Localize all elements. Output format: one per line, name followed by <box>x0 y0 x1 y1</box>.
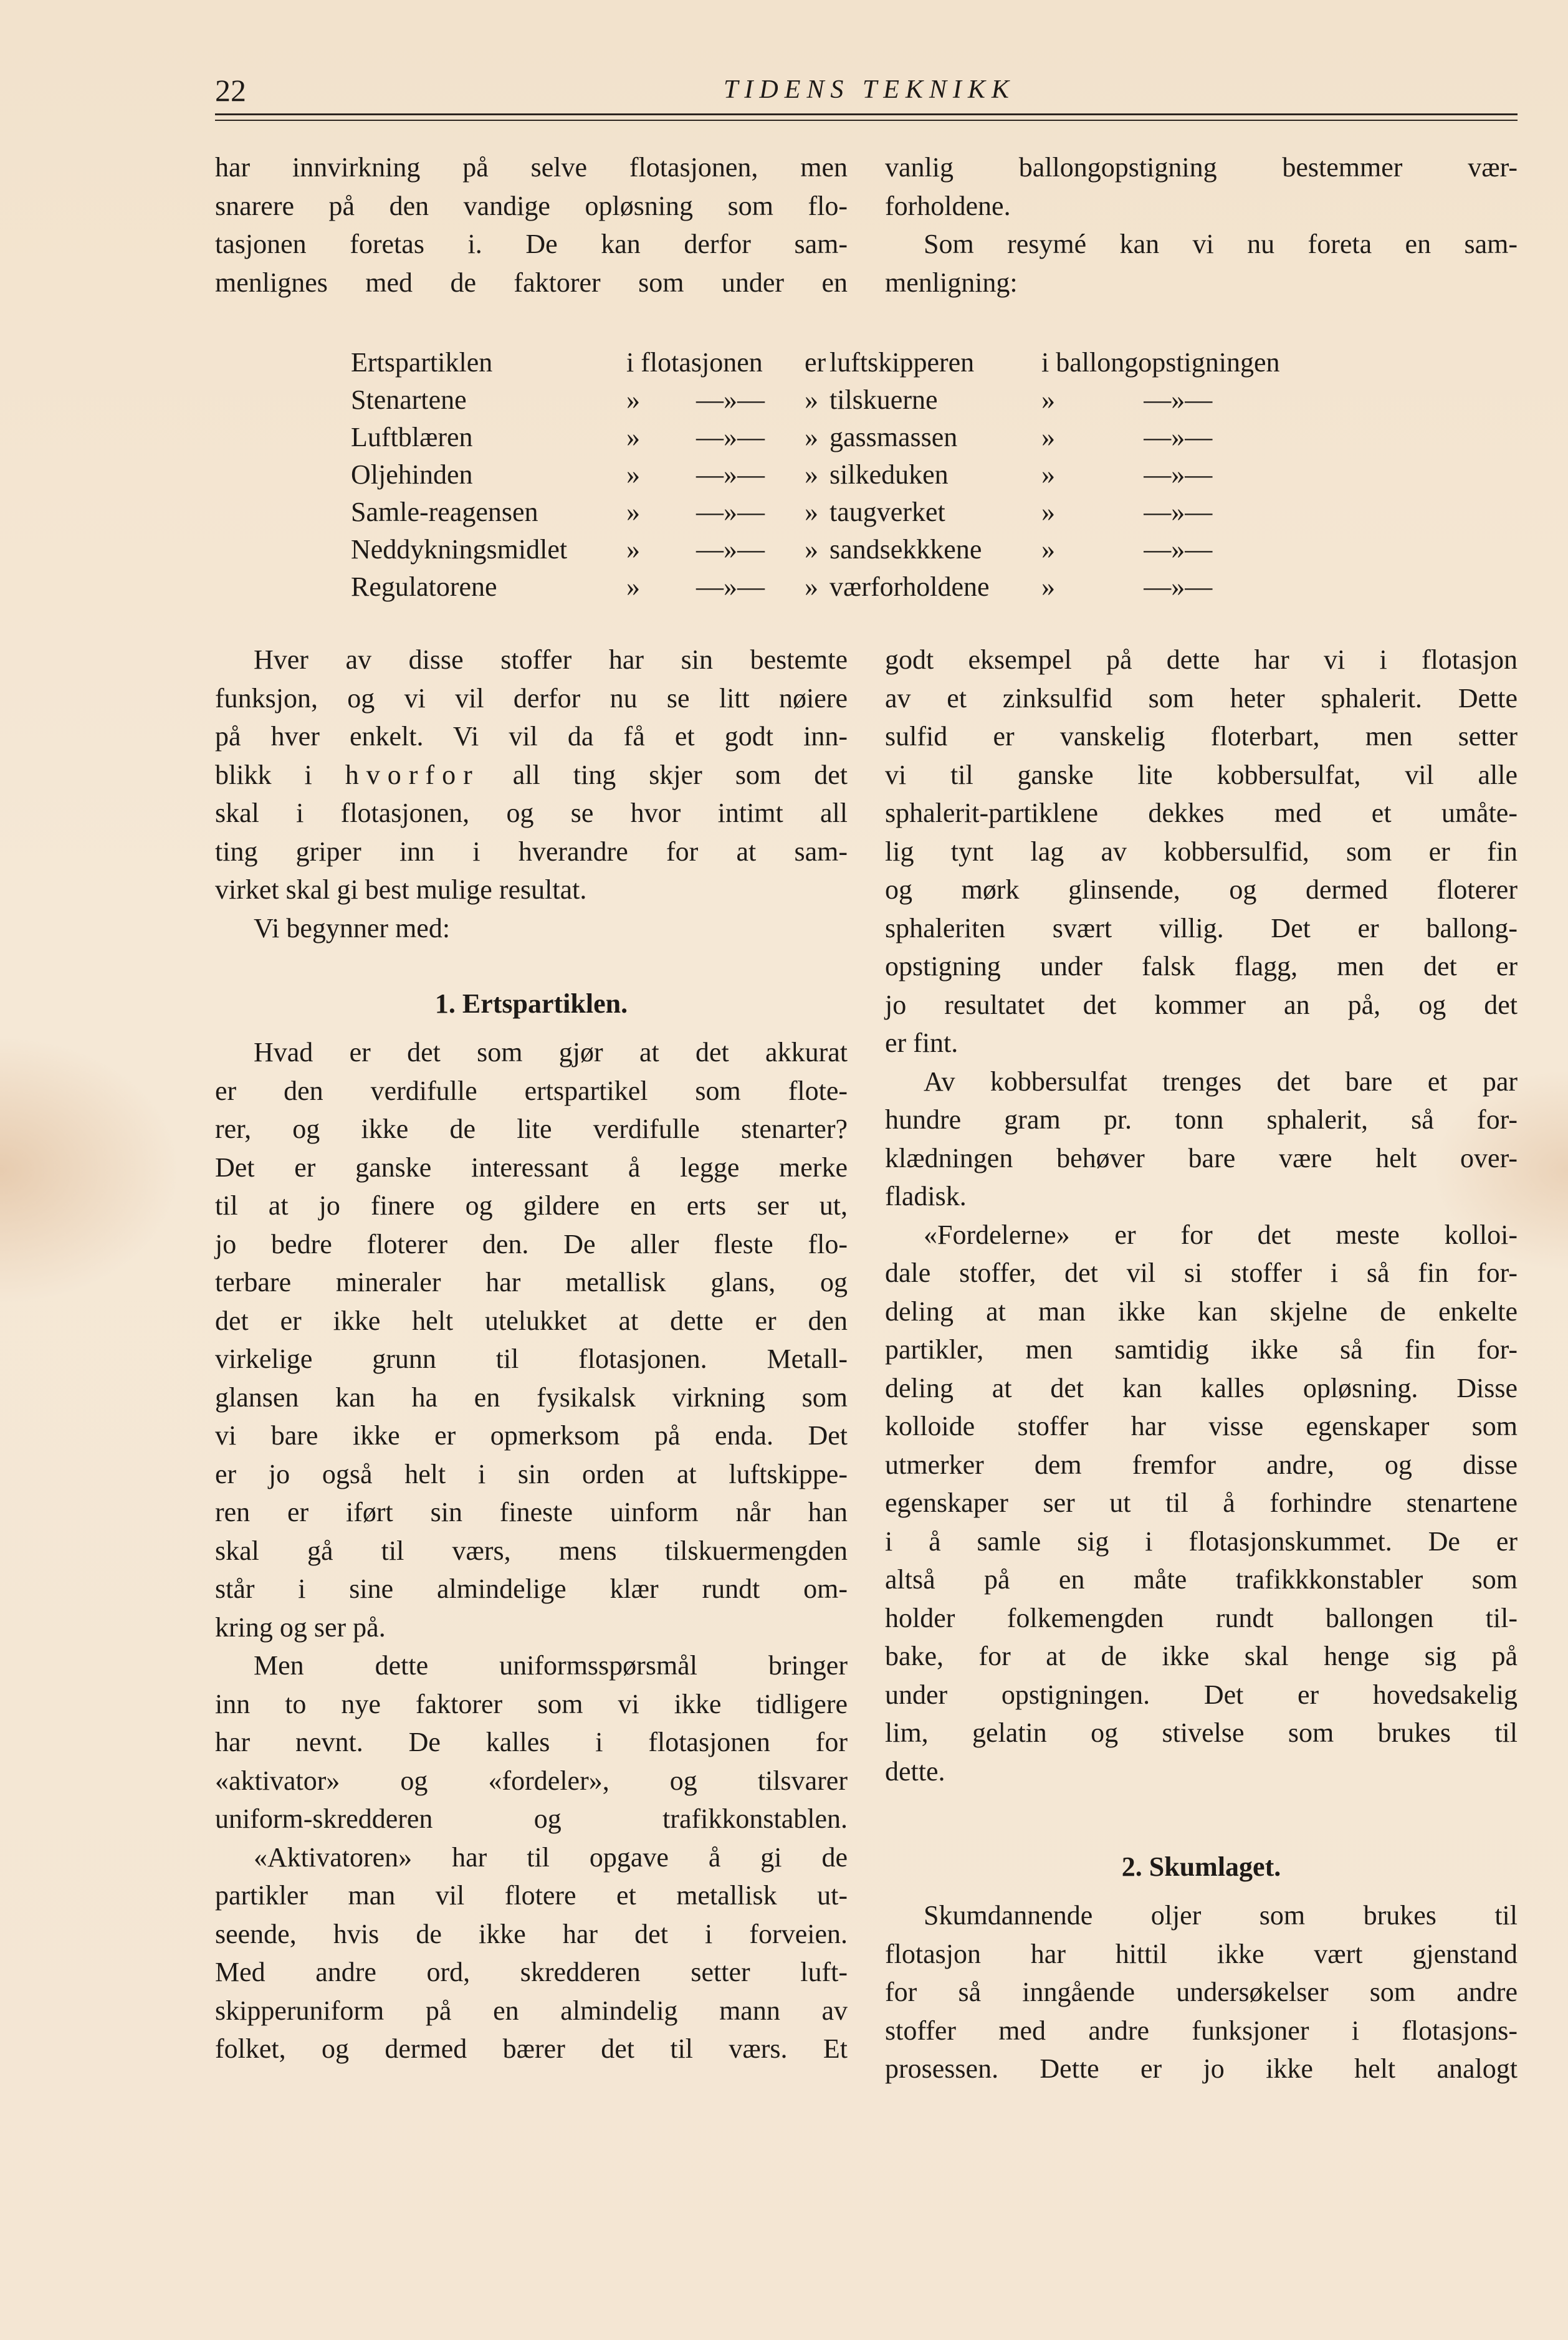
comparison-row <box>351 568 1280 606</box>
subject-cell: Ertspartiklen <box>351 347 493 378</box>
ditto-dash: —»— <box>696 534 765 565</box>
text-line: ting griper inn i hverandre for at sam- <box>215 836 848 867</box>
text-line: uniform-skredderen og trafikkonstablen. <box>215 1803 848 1834</box>
ditto-mark: » <box>626 459 640 490</box>
spacer <box>885 1886 1518 1896</box>
ditto-dash: —»— <box>696 497 765 527</box>
ditto-mark: » <box>626 384 640 415</box>
text-line: Skumdannende oljer som brukes til <box>924 1900 1518 1931</box>
text-line: ren er iført sin fineste uinform når han <box>215 1497 848 1527</box>
ditto-mark: » <box>1041 459 1055 490</box>
ditto-dash: —»— <box>1144 571 1213 602</box>
ditto-mark: » <box>805 422 818 452</box>
journal-title: TIDENS TEKNIKK <box>724 75 1015 104</box>
subject-cell: Oljehinden <box>351 459 473 490</box>
ditto-dash: —»— <box>1144 384 1213 415</box>
text-line: utmerker dem fremfor andre, og disse <box>885 1449 1518 1480</box>
text-line: Med andre ord, skredderen setter luft- <box>215 1957 848 1987</box>
text-line: terbare mineraler har metallisk glans, og <box>215 1267 848 1297</box>
text-line: partikler, men samtidig ikke så fin for- <box>885 1334 1518 1365</box>
text-line: Men dette uniformsspørsmål bringer <box>254 1650 848 1681</box>
text-line: flotasjon har hittil ikke vært gjenstand <box>885 1938 1518 1969</box>
section-heading-1: 1. Ertspartiklen. <box>434 988 628 1019</box>
text-line: Av kobbersulfat trenges det bare et par <box>924 1066 1518 1097</box>
ditto-dash: —»— <box>1144 459 1213 490</box>
text-line: snarere på den vandige opløsning som flo- <box>215 190 848 221</box>
text-line: deling at man ikke kan skjelne de enkelte <box>885 1296 1518 1327</box>
comparison-row <box>351 419 1280 456</box>
text-line: sphalerit-partiklene dekkes med et umåte- <box>885 798 1518 828</box>
text-line: og mørk glinsende, og dermed floterer <box>885 874 1518 905</box>
text-line: kolloide stoffer har visse egenskaper som <box>885 1411 1518 1441</box>
object-cell: taugverket <box>829 497 945 527</box>
text-line: står i sine almindelige klær rundt om- <box>215 1574 848 1604</box>
text-line: Hvad er det som gjør at det akkurat <box>254 1037 848 1067</box>
text-line: «Fordelerne» er for det meste kolloi- <box>924 1219 1518 1250</box>
verb-cell: er <box>805 347 826 378</box>
text-line: dale stoffer, det vil si stoffer i så fin for- <box>885 1258 1518 1288</box>
ditto-mark: » <box>1041 422 1055 452</box>
text-line: holder folkemengden rundt ballongen til- <box>885 1602 1518 1633</box>
text-line: sphaleriten svært villig. Det er ballong- <box>885 912 1518 943</box>
page-header <box>215 69 1518 112</box>
text-line: på hver enkelt. Vi vil da få et godt inn- <box>215 721 848 752</box>
ditto-dash: —»— <box>696 571 765 602</box>
text-line: har nevnt. De kalles i flotasjonen for <box>215 1727 848 1757</box>
ditto-mark: » <box>805 571 818 602</box>
text-line: partikler man vil flotere et metallisk ut- <box>215 1880 848 1911</box>
text-line: vanlig ballongopstigning bestemmer vær- <box>885 152 1518 183</box>
text-line: vi til ganske lite kobbersulfat, vil alle <box>885 759 1518 790</box>
text-line: under opstigningen. Det er hovedsakelig <box>885 1679 1518 1710</box>
text-line: bake, for at de ikke skal henge sig på <box>885 1641 1518 1671</box>
text-line: av et zinksulfid som heter sphalerit. Dette <box>885 682 1518 714</box>
comparison-row <box>351 381 1280 419</box>
text-line: for så inngående undersøkelser som andre <box>885 1977 1518 2007</box>
text-line: glansen kan ha en fysikalsk virkning som <box>215 1382 848 1413</box>
text-line: lig tynt lag av kobbersulfid, som er fin <box>885 836 1518 867</box>
object-cell: sandsekkkene <box>829 534 982 565</box>
text-line: skipperuniform på en almindelig mann av <box>215 1995 848 2026</box>
text-line: stoffer med andre funksjoner i flotasjons- <box>885 2015 1518 2046</box>
ditto-dash: —»— <box>1144 497 1213 527</box>
text-line: Det er ganske interessant å legge merke <box>215 1152 848 1183</box>
text-line: virkelige grunn til flotasjonen. Metall- <box>215 1344 848 1374</box>
subject-cell: Samle-reagensen <box>351 497 538 527</box>
text-line: Hver av disse stoffer har sin bestemte <box>254 644 848 675</box>
ditto-mark: » <box>805 459 818 490</box>
text-line: jo resultatet det kommer an på, og det <box>885 989 1518 1020</box>
text-line: er jo også helt i sin orden at luftskippe- <box>215 1458 848 1489</box>
text-fragment: all ting skjer som det <box>512 759 848 790</box>
subject-cell: Neddykningsmidlet <box>351 534 568 565</box>
ditto-mark: » <box>1041 534 1055 565</box>
text-line: til at jo finere og gildere en erts ser ut, <box>215 1190 848 1221</box>
comparison-row <box>351 531 1280 568</box>
text-line: «aktivator» og «fordeler», og tilsvarer <box>215 1765 848 1796</box>
ditto-dash: —»— <box>696 384 765 415</box>
header-rule-top <box>215 113 1518 115</box>
text-line: rer, og ikke de lite verdifulle stenarter? <box>215 1114 848 1144</box>
text-line: i å samle sig i flotasjonskummet. De er <box>885 1526 1518 1557</box>
text-line: har innvirkning på selve flotasjonen, men <box>215 152 848 183</box>
text-line: skal gå til værs, mens tilskuermengden <box>215 1535 848 1566</box>
text-line: seende, hvis de ikke har det i forveien. <box>215 1918 848 1949</box>
text-line: menligning: <box>885 267 1018 298</box>
text-line: «Aktivatoren» har til opgave å gi de <box>254 1841 848 1873</box>
subject-cell: Stenartene <box>351 384 467 415</box>
text-line: dette. <box>885 1755 945 1787</box>
text-line: forholdene. <box>885 190 1011 221</box>
text-line: er fint. <box>885 1028 958 1058</box>
object-cell: værforholdene <box>829 571 990 602</box>
text-line: vi bare ikke er opmerksom på enda. Det <box>215 1420 848 1451</box>
ditto-mark: » <box>626 422 640 452</box>
spacer <box>885 1790 1518 1848</box>
object-cell: gassmassen <box>829 422 958 452</box>
context1-cell <box>626 344 805 381</box>
text-line: altså på en måte trafikkkonstabler som <box>885 1564 1518 1595</box>
text-line: godt eksempel på dette har vi i flotasjon <box>885 644 1518 675</box>
text-line: kring og ser på. <box>215 1612 386 1643</box>
spacer <box>215 947 848 985</box>
text-line: Som resymé kan vi nu foreta en sam- <box>924 229 1518 259</box>
right-column <box>885 641 1518 2088</box>
comparison-row <box>351 494 1280 531</box>
text-line: deling at det kan kalles opløsning. Disse <box>885 1372 1518 1403</box>
context1-text: i flotasjonen <box>626 347 763 378</box>
text-line: inn to nye faktorer som vi ikke tidligere <box>215 1688 848 1719</box>
comparison-header-row <box>351 344 1280 381</box>
page-number: 22 <box>215 73 246 108</box>
ditto-mark: » <box>626 534 640 565</box>
subject-cell: Regulatorene <box>351 571 497 602</box>
text-line: lim, gelatin og stivelse som brukes til <box>885 1717 1518 1748</box>
header-rule-bottom <box>215 120 1518 121</box>
text-line: klædningen behøver bare være helt over- <box>885 1142 1518 1173</box>
comparison-row <box>351 456 1280 494</box>
object-cell: tilskuerne <box>829 384 938 415</box>
text-line <box>215 756 848 795</box>
ditto-mark: » <box>805 384 818 415</box>
text-line: Vi begynner med: <box>254 912 451 943</box>
text-line: er den verdifulle ertspartikel som flote- <box>215 1075 848 1106</box>
ditto-dash: —»— <box>696 422 765 452</box>
ditto-mark: » <box>805 497 818 527</box>
text-fragment: blikk i <box>215 759 312 790</box>
text-line: prosessen. Dette er jo ikke helt analogt <box>885 2053 1518 2084</box>
text-line: virket skal gi best mulige resultat. <box>215 874 587 905</box>
ditto-mark: » <box>1041 571 1055 602</box>
text-line: sulfid er vanskelig floterbart, men setter <box>885 721 1518 752</box>
context2-cell: i ballongopstigningen <box>1041 347 1280 378</box>
ditto-mark: » <box>1041 384 1055 415</box>
emphasized-word: hvorfor <box>345 759 480 790</box>
section-heading-2: 2. Skumlaget. <box>1121 1851 1281 1882</box>
spacer <box>215 1023 848 1033</box>
object-cell: luftskipperen <box>829 347 975 378</box>
text-line: folket, og dermed bærer det til værs. Et <box>215 2033 848 2064</box>
object-cell: silkeduken <box>829 459 949 490</box>
text-line: funksjon, og vi vil derfor nu se litt nøiere <box>215 682 848 714</box>
ditto-mark: » <box>626 571 640 602</box>
ditto-mark: » <box>805 534 818 565</box>
text-line: jo bedre floterer den. De aller fleste flo- <box>215 1228 848 1259</box>
intro-right-column <box>885 148 1518 302</box>
text-line: det er ikke helt utelukket at dette er den <box>215 1305 848 1336</box>
left-column <box>215 641 848 2068</box>
text-line: hundre gram pr. tonn sphalerit, så for- <box>885 1104 1518 1135</box>
text-line: fladisk. <box>885 1181 967 1211</box>
text-line: tasjonen foretas i. De kan derfor sam- <box>215 229 848 259</box>
intro-left-column <box>215 148 848 302</box>
subject-cell: Luftblæren <box>351 422 473 452</box>
ditto-dash: —»— <box>1144 534 1213 565</box>
text-line: skal i flotasjonen, og se hvor intimt all <box>215 798 848 828</box>
comparison-table <box>351 344 1280 606</box>
ditto-mark: » <box>1041 497 1055 527</box>
text-line: opstigning under falsk flagg, men det er <box>885 951 1518 981</box>
ditto-mark: » <box>626 497 640 527</box>
text-line: egenskaper ser ut til å forhindre stenartene <box>885 1488 1518 1518</box>
text-line: menlignes med de faktorer som under en <box>215 267 848 298</box>
ditto-dash: —»— <box>1144 422 1213 452</box>
ditto-dash: —»— <box>696 459 765 490</box>
